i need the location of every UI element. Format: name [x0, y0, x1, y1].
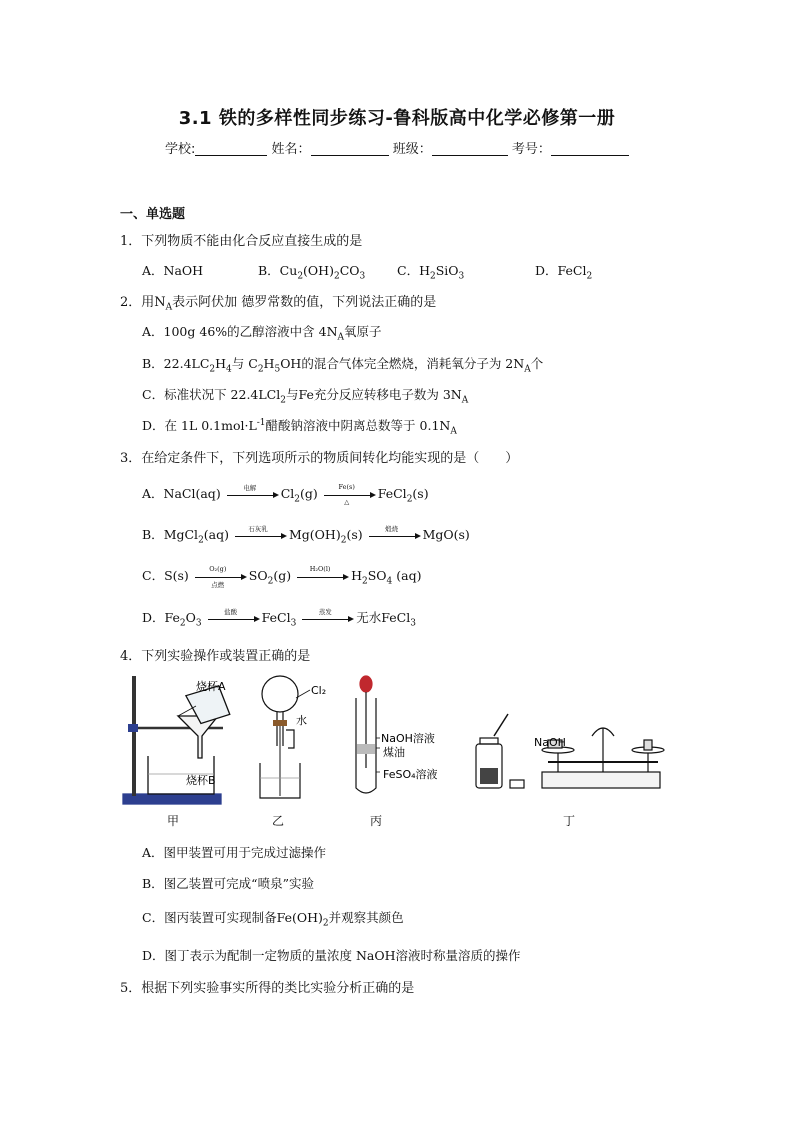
- q3-c-species: (g): [273, 568, 292, 583]
- q2-b-text: H: [263, 356, 275, 371]
- label-kerosene: 煤油: [383, 746, 405, 759]
- figure-label-ding: 丁: [563, 814, 576, 828]
- q3-option-d[interactable]: [142, 608, 416, 629]
- q3-c-species: SO: [248, 568, 268, 583]
- exam-number-label: 考号：: [511, 142, 551, 157]
- figure-label-jia: 甲: [167, 814, 180, 828]
- q1-c-text: C．H: [397, 263, 430, 278]
- q1-b-text: B．Cu: [258, 263, 298, 278]
- q4-option-a[interactable]: A．图甲装置可用于完成过滤操作: [142, 845, 327, 860]
- page-title: 3.1 铁的多样性同步练习-鲁科版高中化学必修第一册: [178, 108, 616, 129]
- q3-d-species: O: [185, 610, 196, 625]
- q3-d-species: FeCl: [261, 610, 291, 625]
- label-naoh-solution: NaOH溶液: [381, 732, 435, 745]
- q3-b-species: (s): [346, 527, 363, 542]
- q3-c-species: (aq): [392, 568, 422, 583]
- q4-option-d[interactable]: D．图丁表示为配制一定物质的量浓度 NaOH溶液时称量溶质的操作: [142, 948, 521, 963]
- dropper: [286, 730, 294, 748]
- q2-stem-text: 表示阿伏加 德罗常数的值，下列说法正确的是: [172, 295, 437, 310]
- q1-d-text: D．FeCl: [535, 263, 587, 278]
- q2-a-text: A．100g 46%的乙醇溶液中含 4N: [142, 324, 338, 339]
- q3-b-species: (aq): [203, 527, 230, 542]
- q1-c-sub: 2: [429, 271, 436, 282]
- q1-b-sub: 2: [297, 271, 304, 282]
- funnel: [178, 716, 218, 758]
- q4-stem: 4．下列实验操作或装置正确的是: [120, 649, 311, 664]
- q3-c-label: C．: [142, 568, 165, 583]
- figure-label-yi: 乙: [272, 814, 285, 828]
- stand-rod: [132, 676, 136, 796]
- class-label: 班级：: [392, 142, 432, 157]
- exam-number-blank[interactable]: [551, 141, 629, 156]
- arrow-condition: H₂O(l): [309, 564, 331, 573]
- q2-b-sub: 2: [257, 364, 264, 375]
- name-blank[interactable]: [311, 141, 389, 156]
- arrow-condition: 电解: [243, 483, 257, 492]
- weight: [644, 740, 652, 750]
- stopper: [273, 720, 287, 726]
- q3-option-a[interactable]: [142, 484, 429, 505]
- spatula: [494, 714, 508, 736]
- school-blank[interactable]: [195, 141, 267, 156]
- q3-a-species: (g): [299, 486, 318, 501]
- kerosene-layer: [357, 744, 375, 754]
- q2-d-text: 醋酸钠溶液中阴离总数等于 0.1N: [265, 418, 451, 433]
- clamp-boss: [128, 724, 138, 732]
- q3-option-b[interactable]: [142, 525, 470, 546]
- q1-option-c[interactable]: [397, 261, 464, 282]
- q4-option-c[interactable]: [142, 908, 404, 929]
- q4-c-text: 并观察其颜色: [328, 910, 404, 925]
- q1-b-sub: 3: [359, 271, 366, 282]
- q1-option-b[interactable]: [258, 261, 365, 282]
- q2-b-text: H: [215, 356, 227, 371]
- arrow-condition: 石灰乳: [248, 524, 268, 533]
- dropper-bulb: [360, 676, 372, 692]
- q3-a-species: (s): [412, 486, 429, 501]
- q3-a-sub: 2: [294, 494, 300, 505]
- q2-c-sub: 2: [280, 395, 286, 406]
- q1-b-sub: 2: [333, 271, 340, 282]
- reaction-arrow: [235, 524, 287, 542]
- q3-a-label: A．: [142, 486, 164, 501]
- q2-option-a[interactable]: [142, 322, 382, 343]
- q2-stem-sub: A: [165, 302, 173, 313]
- student-info-row: [165, 138, 629, 157]
- q2-option-d[interactable]: [142, 416, 457, 437]
- q3-c-sub: 2: [267, 576, 274, 587]
- q2-stem-text: 2．用N: [120, 295, 166, 310]
- q3-a-species: Cl: [280, 486, 295, 501]
- label-water: 水: [296, 714, 307, 727]
- q3-a-sub: 2: [406, 494, 413, 505]
- label-cl2: Cl₂: [311, 684, 327, 697]
- q3-b-sub: 2: [340, 535, 347, 546]
- q1-stem: 1．下列物质不能由化合反应直接生成的是: [120, 234, 363, 249]
- q3-d-species: 无水FeCl: [356, 610, 411, 625]
- round-flask: [262, 676, 298, 712]
- q1-option-a[interactable]: A．NaOH: [142, 263, 204, 278]
- q3-b-species: Mg(OH): [289, 527, 341, 542]
- arrow-condition: Fe(s): [338, 482, 355, 491]
- apparatus-yi: [260, 676, 310, 798]
- school-label: 学校:: [165, 142, 196, 157]
- q4-c-sub: 2: [322, 918, 329, 929]
- q2-b-text: OH的混合气体完全燃烧，消耗氧分子为 2N: [280, 356, 525, 371]
- q3-d-species: Fe: [164, 610, 180, 625]
- class-blank[interactable]: [432, 141, 508, 156]
- q4-c-formula: Fe(OH): [276, 910, 323, 925]
- q3-b-label: B．: [142, 527, 164, 542]
- q4-c-text: C．图丙装置可实现制备: [142, 910, 277, 925]
- label-beaker-a: 烧杯A: [196, 680, 226, 693]
- q2-option-b[interactable]: [142, 354, 543, 375]
- label-naoh: NaOH: [534, 736, 566, 749]
- section-heading: 一、单选题: [120, 207, 186, 222]
- stand-base: [123, 794, 221, 804]
- q3-stem: 3．在给定条件下，下列选项所示的物质间转化均能实现的是（ ）: [120, 451, 519, 466]
- arrow-condition: △: [344, 497, 350, 506]
- reaction-arrow: [324, 482, 376, 506]
- reaction-arrow: [227, 483, 279, 501]
- q5-stem: 5．根据下列实验事实所得的类比实验分析正确的是: [120, 981, 415, 996]
- q3-b-sub: 2: [198, 535, 204, 546]
- balance-base: [542, 772, 660, 788]
- q4-apparatus-figure: [118, 668, 688, 833]
- q3-d-sub: 3: [195, 618, 202, 629]
- q1-b-text: (OH): [303, 263, 334, 278]
- jar-lid: [480, 738, 498, 744]
- q1-c-sub: 3: [458, 271, 465, 282]
- arrow-condition: 煅烧: [385, 524, 399, 533]
- q2-b-text: 与 C: [231, 356, 258, 371]
- name-label: 姓名：: [271, 142, 311, 157]
- q2-a-text: 氧原子: [344, 324, 382, 339]
- q2-option-c[interactable]: [142, 385, 468, 406]
- q3-d-label: D．: [142, 610, 165, 625]
- q2-stem: [120, 291, 436, 313]
- reaction-arrow: [369, 524, 421, 542]
- q2-b-sub: 5: [274, 364, 281, 375]
- q2-b-text: B．22.4LC: [142, 356, 210, 371]
- q3-c-sub: 2: [362, 576, 368, 587]
- q3-d-sub: 3: [410, 618, 416, 629]
- q3-c-sub: 4: [386, 576, 393, 587]
- q3-a-species: FeCl: [377, 486, 407, 501]
- q2-c-text: 与Fe充分反应转移电子数为 3N: [285, 387, 462, 402]
- q1-c-text: SiO: [435, 263, 459, 278]
- apparatus-bing: [356, 676, 380, 793]
- q2-d-sup: -1: [256, 417, 266, 428]
- arrow-condition: 蒸发: [318, 607, 332, 616]
- reaction-arrow: [195, 564, 247, 589]
- q2-b-sub: A: [524, 364, 531, 375]
- label-beaker-b: 烧杯B: [186, 774, 216, 787]
- q2-b-sub: 4: [226, 364, 232, 375]
- figure-label-bing: 丙: [370, 814, 383, 828]
- q1-option-d[interactable]: [535, 261, 592, 282]
- q1-b-text: CO: [339, 263, 360, 278]
- q3-b-species: MgO(s): [422, 527, 470, 542]
- arrow-condition: 点燃: [211, 580, 225, 589]
- q3-b-species: MgCl: [163, 527, 199, 542]
- q2-d-sub: A: [450, 426, 457, 437]
- q3-d-sub: 3: [290, 618, 297, 629]
- q2-c-sub: A: [461, 395, 469, 406]
- reaction-arrow: [208, 607, 260, 625]
- q4-option-b[interactable]: B．图乙装置可完成“喷泉”实验: [142, 876, 314, 891]
- reaction-arrow: [297, 564, 349, 583]
- arrow-condition: 盐酸: [224, 607, 238, 616]
- q3-c-species: S(s): [164, 568, 189, 583]
- q3-c-species: SO: [367, 568, 387, 583]
- q2-d-text: D．在 1L 0.1mol·L: [142, 418, 257, 433]
- apparatus-ding: [476, 714, 664, 788]
- q3-a-species: NaCl(aq): [163, 486, 221, 501]
- glass-rod: [178, 706, 196, 716]
- q3-option-c[interactable]: [142, 566, 421, 587]
- q2-b-text: 个: [530, 356, 544, 371]
- q2-c-text: C．标准状况下 22.4LCl: [142, 387, 281, 402]
- q2-b-sub: 2: [209, 364, 216, 375]
- q2-a-sub: A: [337, 332, 345, 343]
- q1-d-sub: 2: [586, 271, 593, 282]
- q3-c-species: H: [351, 568, 362, 583]
- label-feso4-solution: FeSO₄溶液: [383, 768, 438, 781]
- reaction-arrow: [302, 607, 354, 625]
- lid-on-table: [510, 780, 524, 788]
- q3-d-sub: 2: [179, 618, 186, 629]
- arrow-condition: O₂(g): [209, 564, 227, 573]
